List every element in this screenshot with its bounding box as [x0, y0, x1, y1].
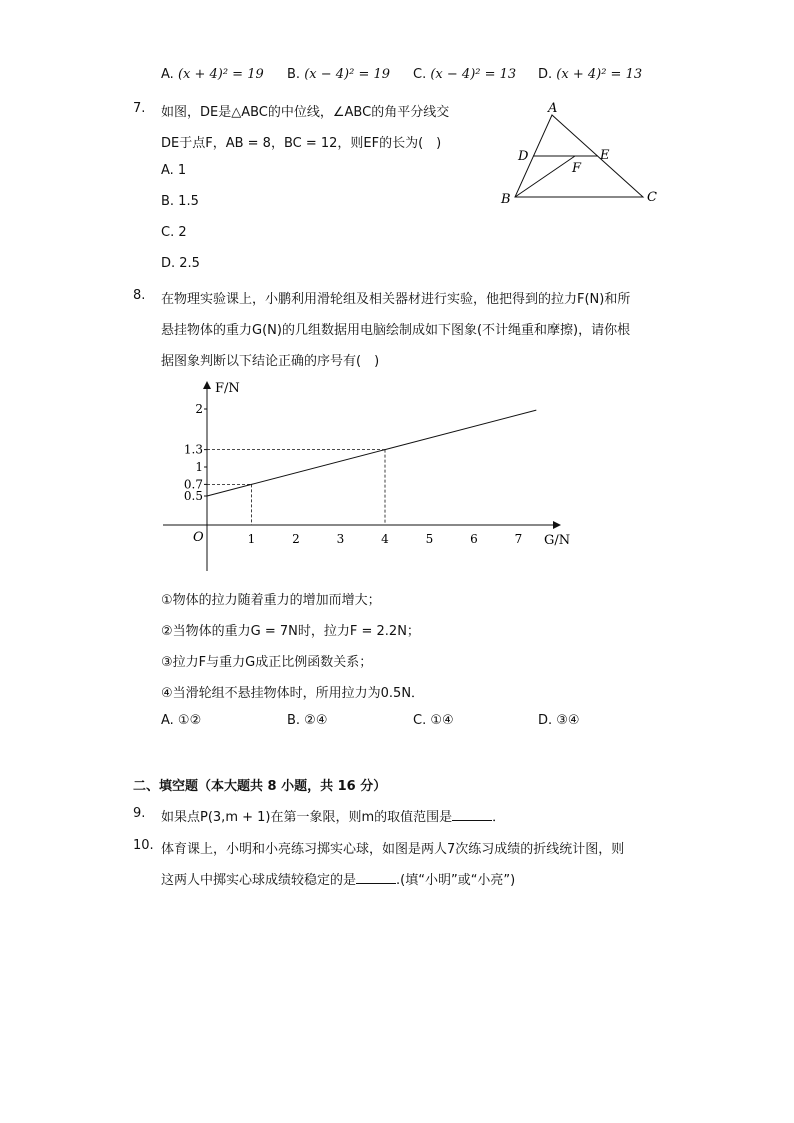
force-weight-chart [155, 375, 585, 575]
q10-text-pre: 这两人中掷实心球成绩较稳定的是 [161, 873, 357, 888]
q6-option-d-expr: (x + 4)² = 13 [556, 67, 643, 82]
q8-statement-4: ④当滑轮组不悬挂物体时，所用拉力为0.5N． [161, 686, 425, 701]
x-tick-label-2: 2 [292, 532, 300, 546]
label-f: F [572, 161, 582, 176]
origin-label: O [193, 530, 204, 545]
y-tick-label-0.5: 0.5 [183, 489, 203, 503]
q8-text-line1: 在物理实验课上，小鹏利用滑轮组及相关器材进行实验，他把得到的拉力F(N)和所 [161, 292, 631, 307]
x-tick-label-3: 3 [336, 532, 345, 546]
label-e: E [600, 148, 610, 163]
q9-text-post: ． [492, 810, 506, 825]
q8-option-c[interactable]: C. ①④ [413, 713, 454, 728]
label-a: A [548, 101, 558, 116]
q8-statement-2: ②当物体的重力G = 7N时，拉力F = 2.2N； [161, 624, 420, 639]
q10-text-post: .(填“小明”或“小亮”) [396, 873, 516, 888]
q6-option-a[interactable] [161, 67, 264, 82]
y-tick-label-2: 2 [195, 402, 203, 416]
q6-option-c-label: C. [413, 67, 427, 82]
q7-option-a[interactable]: A. 1 [161, 163, 187, 178]
y-axis-label: F/N [215, 381, 240, 396]
label-d: D [518, 149, 529, 164]
series-line-0 [207, 410, 536, 496]
q6-option-a-label: A. [161, 67, 174, 82]
label-c: C [647, 190, 657, 205]
y-tick-label-1: 1 [195, 460, 203, 474]
q6-option-b[interactable] [287, 67, 390, 82]
section2-heading: 二、填空题（本大题共 8 小题，共 16 分） [133, 779, 387, 794]
x-axis-label: G/N [544, 533, 571, 548]
q7-text-line1: 如图，DE是△ABC的中位线，∠ABC的角平分线交 [161, 105, 450, 120]
q8-option-d[interactable]: D. ③④ [538, 713, 580, 728]
q8-number: 8. [133, 288, 146, 303]
q8-statement-1: ①物体的拉力随着重力的增加而增大； [161, 593, 381, 608]
q7-option-d[interactable]: D. 2.5 [161, 256, 200, 271]
q6-option-b-expr: (x − 4)² = 19 [304, 67, 391, 82]
q6-option-b-label: B. [287, 67, 301, 82]
q10-number: 10. [133, 838, 154, 853]
q7-text-line2: DE于点F，AB = 8，BC = 12，则EF的长为( ) [161, 136, 442, 151]
q6-option-a-expr: (x + 4)² = 19 [177, 67, 264, 82]
q9-answer-blank[interactable] [452, 809, 492, 821]
q8-statement-3: ③拉力F与重力G成正比例函数关系； [161, 655, 373, 670]
triangle-figure [495, 100, 665, 210]
y-tick-label-1.3: 1.3 [183, 442, 203, 457]
x-tick-label-4: 4 [381, 532, 389, 546]
q6-option-c-expr: (x − 4)² = 13 [430, 67, 517, 82]
q6-option-d[interactable] [538, 67, 642, 82]
q6-option-c[interactable] [413, 67, 516, 82]
q10-text-line1: 体育课上，小明和小亮练习掷实心球，如图是两人7次练习成绩的折线统计图，则 [161, 842, 625, 857]
q6-option-d-label: D. [538, 67, 553, 82]
q9-text [161, 806, 505, 825]
x-tick-label-1: 1 [247, 532, 256, 546]
q8-option-b[interactable]: B. ②④ [287, 713, 328, 728]
q7-option-c[interactable]: C. 2 [161, 225, 187, 240]
q9-number: 9. [133, 806, 146, 821]
q8-option-a[interactable]: A. ①② [161, 713, 202, 728]
q10-answer-blank[interactable] [356, 872, 396, 884]
q8-text-line3: 据图象判断以下结论正确的序号有( ) [161, 354, 380, 369]
y-tick-label-0.7: 0.7 [183, 477, 203, 492]
q9-text-pre: 如果点P(3,m + 1)在第一象限，则m的取值范围是 [161, 810, 453, 825]
label-b: B [501, 192, 511, 207]
q7-number: 7. [133, 101, 146, 116]
q8-text-line2: 悬挂物体的重力G(N)的几组数据用电脑绘制成如下图象(不计绳重和摩擦)，请你根 [161, 323, 631, 338]
q10-text-line2 [161, 869, 515, 888]
x-tick-label-5: 5 [425, 532, 434, 546]
q7-option-b[interactable]: B. 1.5 [161, 194, 199, 209]
x-tick-label-6: 6 [470, 532, 478, 546]
x-tick-label-7: 7 [514, 532, 523, 546]
